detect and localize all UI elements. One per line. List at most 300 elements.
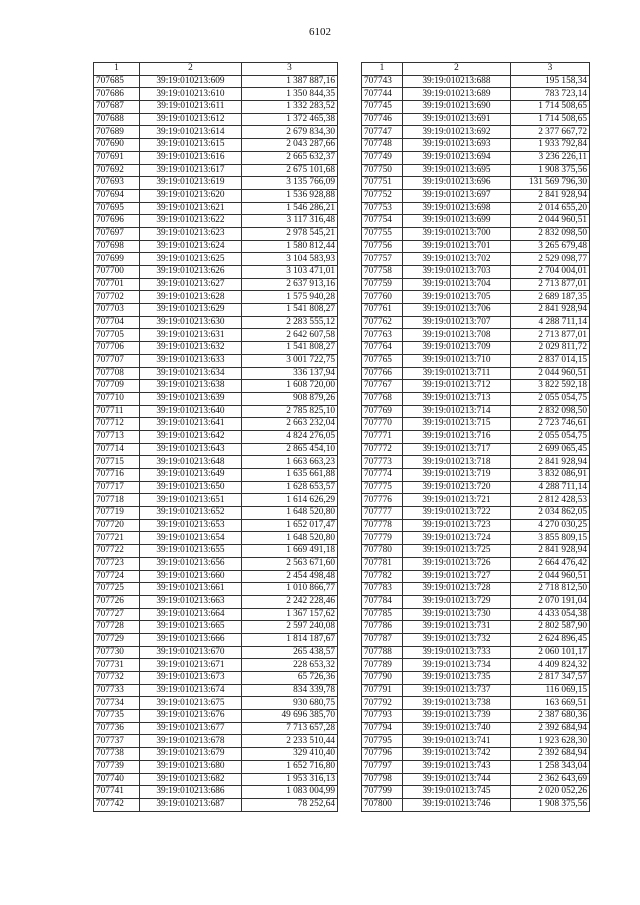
value-cell: 2 044 960,51 [511, 367, 590, 380]
table-row [362, 101, 590, 114]
table-row [94, 253, 338, 266]
table-row [94, 798, 338, 811]
value-cell: 1 258 343,04 [511, 760, 590, 773]
row-number-cell: 707685 [94, 75, 140, 88]
value-cell: 2 377 667,72 [511, 126, 590, 139]
value-cell: 3 103 471,01 [242, 266, 338, 279]
value-cell: 3 236 226,11 [511, 151, 590, 164]
cadastral-number-cell: 39:19:010213:663 [140, 595, 242, 608]
cadastral-number-cell: 39:19:010213:693 [403, 139, 511, 152]
row-number-cell: 707710 [94, 392, 140, 405]
row-number-cell: 707719 [94, 507, 140, 520]
table-row [362, 633, 590, 646]
table-row [362, 304, 590, 317]
table-row [94, 583, 338, 596]
table-row [362, 443, 590, 456]
row-number-cell: 707780 [362, 545, 403, 558]
cadastral-number-cell: 39:19:010213:650 [140, 481, 242, 494]
left-table-body [94, 75, 338, 811]
value-cell: 1 648 520,80 [242, 532, 338, 545]
cadastral-number-cell: 39:19:010213:699 [403, 215, 511, 228]
row-number-cell: 707691 [94, 151, 140, 164]
value-cell: 2 675 101,68 [242, 164, 338, 177]
table-row [362, 392, 590, 405]
value-cell: 2 242 228,46 [242, 595, 338, 608]
row-number-cell: 707690 [94, 139, 140, 152]
row-number-cell: 707754 [362, 215, 403, 228]
value-cell: 3 117 316,48 [242, 215, 338, 228]
table-row [362, 316, 590, 329]
value-cell: 1 908 375,56 [511, 798, 590, 811]
table-row [362, 227, 590, 240]
cadastral-number-cell: 39:19:010213:682 [140, 773, 242, 786]
table-row [362, 240, 590, 253]
value-cell: 2 704 004,01 [511, 266, 590, 279]
row-number-cell: 707709 [94, 380, 140, 393]
cadastral-number-cell: 39:19:010213:723 [403, 519, 511, 532]
cadastral-number-cell: 39:19:010213:648 [140, 456, 242, 469]
cadastral-number-cell: 39:19:010213:652 [140, 507, 242, 520]
table-row [94, 595, 338, 608]
row-number-cell: 707692 [94, 164, 140, 177]
value-cell: 3 265 679,48 [511, 240, 590, 253]
table-row [362, 583, 590, 596]
table-row [362, 266, 590, 279]
row-number-cell: 707747 [362, 126, 403, 139]
cadastral-number-cell: 39:19:010213:701 [403, 240, 511, 253]
value-cell: 7 713 657,28 [242, 722, 338, 735]
row-number-cell: 707706 [94, 342, 140, 355]
cadastral-number-cell: 39:19:010213:671 [140, 659, 242, 672]
cadastral-number-cell: 39:19:010213:721 [403, 494, 511, 507]
table-row [94, 354, 338, 367]
cadastral-number-cell: 39:19:010213:617 [140, 164, 242, 177]
value-cell: 2 034 862,05 [511, 507, 590, 520]
cadastral-number-cell: 39:19:010213:633 [140, 354, 242, 367]
cadastral-number-cell: 39:19:010213:678 [140, 735, 242, 748]
row-number-cell: 707738 [94, 748, 140, 761]
table-row [94, 329, 338, 342]
table-row [94, 786, 338, 799]
cadastral-number-cell: 39:19:010213:643 [140, 443, 242, 456]
cadastral-number-cell: 39:19:010213:614 [140, 126, 242, 139]
table-row [94, 545, 338, 558]
value-cell: 1 923 628,30 [511, 735, 590, 748]
cadastral-number-cell: 39:19:010213:674 [140, 684, 242, 697]
cadastral-number-cell: 39:19:010213:656 [140, 557, 242, 570]
table-row [362, 202, 590, 215]
table-row [362, 164, 590, 177]
table-row [362, 113, 590, 126]
cadastral-number-cell: 39:19:010213:675 [140, 697, 242, 710]
table-row [94, 735, 338, 748]
table-row [362, 697, 590, 710]
row-number-cell: 707782 [362, 570, 403, 583]
value-cell: 834 339,78 [242, 684, 338, 697]
table-row [94, 151, 338, 164]
value-cell: 2 802 587,90 [511, 621, 590, 634]
table-row [94, 291, 338, 304]
cadastral-number-cell: 39:19:010213:653 [140, 519, 242, 532]
table-row [94, 633, 338, 646]
row-number-cell: 707702 [94, 291, 140, 304]
value-cell: 131 569 796,30 [511, 177, 590, 190]
value-cell: 2 865 454,10 [242, 443, 338, 456]
cadastral-number-cell: 39:19:010213:676 [140, 710, 242, 723]
table-row [362, 621, 590, 634]
row-number-cell: 707728 [94, 621, 140, 634]
row-number-cell: 707763 [362, 329, 403, 342]
cadastral-number-cell: 39:19:010213:726 [403, 557, 511, 570]
value-cell: 2 713 877,01 [511, 329, 590, 342]
table-row [94, 557, 338, 570]
cadastral-number-cell: 39:19:010213:639 [140, 392, 242, 405]
row-number-cell: 707777 [362, 507, 403, 520]
table-row [94, 418, 338, 431]
table-row [362, 215, 590, 228]
table-row [94, 773, 338, 786]
row-number-cell: 707742 [94, 798, 140, 811]
table-row [362, 608, 590, 621]
table-row [362, 329, 590, 342]
table-row [94, 469, 338, 482]
row-number-cell: 707764 [362, 342, 403, 355]
cadastral-number-cell: 39:19:010213:609 [140, 75, 242, 88]
row-number-cell: 707776 [362, 494, 403, 507]
value-cell: 1 614 626,29 [242, 494, 338, 507]
cadastral-number-cell: 39:19:010213:660 [140, 570, 242, 583]
table-row [362, 430, 590, 443]
cadastral-number-cell: 39:19:010213:734 [403, 659, 511, 672]
table-row [94, 722, 338, 735]
table-row [362, 481, 590, 494]
cadastral-number-cell: 39:19:010213:622 [140, 215, 242, 228]
row-number-cell: 707792 [362, 697, 403, 710]
cadastral-number-cell: 39:19:010213:704 [403, 278, 511, 291]
table-row [94, 456, 338, 469]
row-number-cell: 707794 [362, 722, 403, 735]
row-number-cell: 707775 [362, 481, 403, 494]
value-cell: 2 832 098,50 [511, 405, 590, 418]
table-row [362, 75, 590, 88]
table-header-row [94, 63, 338, 76]
value-cell: 2 362 643,69 [511, 773, 590, 786]
cadastral-number-cell: 39:19:010213:724 [403, 532, 511, 545]
cadastral-number-cell: 39:19:010213:731 [403, 621, 511, 634]
table-row [94, 697, 338, 710]
row-number-cell: 707743 [362, 75, 403, 88]
value-cell: 2 664 476,42 [511, 557, 590, 570]
cadastral-number-cell: 39:19:010213:711 [403, 367, 511, 380]
cadastral-number-cell: 39:19:010213:651 [140, 494, 242, 507]
row-number-cell: 707765 [362, 354, 403, 367]
table-row [362, 735, 590, 748]
table-row [94, 392, 338, 405]
table-row [94, 608, 338, 621]
row-number-cell: 707724 [94, 570, 140, 583]
table-row [94, 532, 338, 545]
row-number-cell: 707729 [94, 633, 140, 646]
table-row [362, 748, 590, 761]
value-cell: 1 608 720,00 [242, 380, 338, 393]
cadastral-number-cell: 39:19:010213:654 [140, 532, 242, 545]
value-cell: 2 665 632,37 [242, 151, 338, 164]
row-number-cell: 707689 [94, 126, 140, 139]
cadastral-number-cell: 39:19:010213:706 [403, 304, 511, 317]
value-cell: 2 055 054,75 [511, 430, 590, 443]
row-number-cell: 707798 [362, 773, 403, 786]
cadastral-number-cell: 39:19:010213:733 [403, 646, 511, 659]
cadastral-number-cell: 39:19:010213:696 [403, 177, 511, 190]
table-row [362, 494, 590, 507]
cadastral-number-cell: 39:19:010213:655 [140, 545, 242, 558]
row-number-cell: 707787 [362, 633, 403, 646]
value-cell: 1 648 520,80 [242, 507, 338, 520]
value-cell: 3 855 809,15 [511, 532, 590, 545]
column-header: 2 [140, 63, 242, 76]
value-cell: 1 663 663,23 [242, 456, 338, 469]
value-cell: 2 832 098,50 [511, 227, 590, 240]
value-cell: 1 652 017,47 [242, 519, 338, 532]
cadastral-number-cell: 39:19:010213:745 [403, 786, 511, 799]
cadastral-number-cell: 39:19:010213:630 [140, 316, 242, 329]
cadastral-number-cell: 39:19:010213:732 [403, 633, 511, 646]
cadastral-number-cell: 39:19:010213:665 [140, 621, 242, 634]
table-row [94, 75, 338, 88]
table-row [94, 710, 338, 723]
table-row [94, 760, 338, 773]
cadastral-number-cell: 39:19:010213:722 [403, 507, 511, 520]
cadastral-number-cell: 39:19:010213:688 [403, 75, 511, 88]
cadastral-number-cell: 39:19:010213:664 [140, 608, 242, 621]
row-number-cell: 707740 [94, 773, 140, 786]
row-number-cell: 707732 [94, 672, 140, 685]
row-number-cell: 707695 [94, 202, 140, 215]
cadastral-number-cell: 39:19:010213:695 [403, 164, 511, 177]
cadastral-number-cell: 39:19:010213:610 [140, 88, 242, 101]
cadastral-number-cell: 39:19:010213:689 [403, 88, 511, 101]
table-row [94, 189, 338, 202]
value-cell: 1 580 812,44 [242, 240, 338, 253]
row-number-cell: 707716 [94, 469, 140, 482]
cadastral-number-cell: 39:19:010213:741 [403, 735, 511, 748]
table-row [94, 164, 338, 177]
cadastral-number-cell: 39:19:010213:728 [403, 583, 511, 596]
table-row [362, 151, 590, 164]
value-cell: 2 597 240,08 [242, 621, 338, 634]
value-cell: 2 978 545,21 [242, 227, 338, 240]
cadastral-number-cell: 39:19:010213:611 [140, 101, 242, 114]
row-number-cell: 707735 [94, 710, 140, 723]
row-number-cell: 707757 [362, 253, 403, 266]
table-row [94, 113, 338, 126]
table-row [362, 557, 590, 570]
row-number-cell: 707785 [362, 608, 403, 621]
table-row [94, 88, 338, 101]
cadastral-number-cell: 39:19:010213:729 [403, 595, 511, 608]
cadastral-number-cell: 39:19:010213:697 [403, 189, 511, 202]
row-number-cell: 707717 [94, 481, 140, 494]
row-number-cell: 707737 [94, 735, 140, 748]
value-cell: 1 669 491,18 [242, 545, 338, 558]
cadastral-number-cell: 39:19:010213:692 [403, 126, 511, 139]
cadastral-number-cell: 39:19:010213:705 [403, 291, 511, 304]
table-row [362, 507, 590, 520]
table-row [362, 405, 590, 418]
table-row [94, 215, 338, 228]
row-number-cell: 707700 [94, 266, 140, 279]
table-row [362, 418, 590, 431]
cadastral-number-cell: 39:19:010213:641 [140, 418, 242, 431]
row-number-cell: 707699 [94, 253, 140, 266]
row-number-cell: 707762 [362, 316, 403, 329]
value-cell: 2 392 684,94 [511, 722, 590, 735]
cadastral-number-cell: 39:19:010213:715 [403, 418, 511, 431]
table-row [94, 481, 338, 494]
value-cell: 2 060 101,17 [511, 646, 590, 659]
cadastral-number-cell: 39:19:010213:740 [403, 722, 511, 735]
value-cell: 2 837 014,15 [511, 354, 590, 367]
cadastral-number-cell: 39:19:010213:744 [403, 773, 511, 786]
cadastral-number-cell: 39:19:010213:739 [403, 710, 511, 723]
value-cell: 1 652 716,80 [242, 760, 338, 773]
table-row [362, 380, 590, 393]
cadastral-number-cell: 39:19:010213:631 [140, 329, 242, 342]
row-number-cell: 707701 [94, 278, 140, 291]
table-row [94, 227, 338, 240]
cadastral-number-cell: 39:19:010213:616 [140, 151, 242, 164]
cadastral-number-cell: 39:19:010213:628 [140, 291, 242, 304]
table-row [362, 595, 590, 608]
value-cell: 2 029 811,72 [511, 342, 590, 355]
row-number-cell: 707722 [94, 545, 140, 558]
value-cell: 2 454 498,48 [242, 570, 338, 583]
table-header-row [362, 63, 590, 76]
cadastral-number-cell: 39:19:010213:720 [403, 481, 511, 494]
cadastral-number-cell: 39:19:010213:702 [403, 253, 511, 266]
row-number-cell: 707759 [362, 278, 403, 291]
table-row [94, 519, 338, 532]
row-number-cell: 707730 [94, 646, 140, 659]
table-row [94, 316, 338, 329]
row-number-cell: 707774 [362, 469, 403, 482]
cadastral-number-cell: 39:19:010213:629 [140, 304, 242, 317]
row-number-cell: 707799 [362, 786, 403, 799]
cadastral-number-cell: 39:19:010213:703 [403, 266, 511, 279]
value-cell: 2 233 510,44 [242, 735, 338, 748]
row-number-cell: 707778 [362, 519, 403, 532]
value-cell: 2 563 671,60 [242, 557, 338, 570]
row-number-cell: 707770 [362, 418, 403, 431]
cadastral-number-cell: 39:19:010213:742 [403, 748, 511, 761]
row-number-cell: 707725 [94, 583, 140, 596]
value-cell: 4 433 054,38 [511, 608, 590, 621]
value-cell: 1 575 940,28 [242, 291, 338, 304]
row-number-cell: 707790 [362, 672, 403, 685]
table-row [362, 139, 590, 152]
row-number-cell: 707688 [94, 113, 140, 126]
value-cell: 2 785 825,10 [242, 405, 338, 418]
row-number-cell: 707750 [362, 164, 403, 177]
right-table-body [362, 75, 590, 811]
table-row [94, 672, 338, 685]
row-number-cell: 707694 [94, 189, 140, 202]
table-row [362, 354, 590, 367]
cadastral-number-cell: 39:19:010213:642 [140, 430, 242, 443]
row-number-cell: 707697 [94, 227, 140, 240]
row-number-cell: 707704 [94, 316, 140, 329]
value-cell: 2 070 191,04 [511, 595, 590, 608]
value-cell: 2 043 287,66 [242, 139, 338, 152]
cadastral-number-cell: 39:19:010213:687 [140, 798, 242, 811]
value-cell: 908 879,26 [242, 392, 338, 405]
cadastral-number-cell: 39:19:010213:691 [403, 113, 511, 126]
value-cell: 1 367 157,62 [242, 608, 338, 621]
value-cell: 2 044 960,51 [511, 570, 590, 583]
table-row [362, 177, 590, 190]
cadastral-number-cell: 39:19:010213:735 [403, 672, 511, 685]
table-row [362, 798, 590, 811]
table-row [94, 177, 338, 190]
row-number-cell: 707756 [362, 240, 403, 253]
table-row [94, 304, 338, 317]
table-row [362, 786, 590, 799]
table-row [94, 570, 338, 583]
table-row [362, 773, 590, 786]
table-row [94, 126, 338, 139]
row-number-cell: 707703 [94, 304, 140, 317]
cadastral-number-cell: 39:19:010213:680 [140, 760, 242, 773]
value-cell: 1 372 465,38 [242, 113, 338, 126]
row-number-cell: 707751 [362, 177, 403, 190]
table-row [362, 367, 590, 380]
value-cell: 228 653,32 [242, 659, 338, 672]
value-cell: 4 288 711,14 [511, 316, 590, 329]
row-number-cell: 707727 [94, 608, 140, 621]
row-number-cell: 707783 [362, 583, 403, 596]
table-row [94, 278, 338, 291]
cadastral-number-cell: 39:19:010213:743 [403, 760, 511, 773]
row-number-cell: 707753 [362, 202, 403, 215]
table-row [362, 760, 590, 773]
cadastral-number-cell: 39:19:010213:632 [140, 342, 242, 355]
value-cell: 783 723,14 [511, 88, 590, 101]
value-cell: 2 044 960,51 [511, 215, 590, 228]
cadastral-number-cell: 39:19:010213:670 [140, 646, 242, 659]
cadastral-number-cell: 39:19:010213:707 [403, 316, 511, 329]
table-row [94, 748, 338, 761]
row-number-cell: 707768 [362, 392, 403, 405]
value-cell: 78 252,64 [242, 798, 338, 811]
value-cell: 2 387 680,36 [511, 710, 590, 723]
cadastral-number-cell: 39:19:010213:698 [403, 202, 511, 215]
value-cell: 3 822 592,18 [511, 380, 590, 393]
row-number-cell: 707781 [362, 557, 403, 570]
value-cell: 2 624 896,45 [511, 633, 590, 646]
row-number-cell: 707698 [94, 240, 140, 253]
column-header: 1 [362, 63, 403, 76]
value-cell: 1 933 792,84 [511, 139, 590, 152]
value-cell: 3 001 722,75 [242, 354, 338, 367]
cadastral-number-cell: 39:19:010213:661 [140, 583, 242, 596]
value-cell: 2 392 684,94 [511, 748, 590, 761]
row-number-cell: 707767 [362, 380, 403, 393]
row-number-cell: 707714 [94, 443, 140, 456]
page-number: 6102 [309, 26, 331, 38]
table-row [362, 545, 590, 558]
cadastral-number-cell: 39:19:010213:714 [403, 405, 511, 418]
cadastral-number-cell: 39:19:010213:649 [140, 469, 242, 482]
